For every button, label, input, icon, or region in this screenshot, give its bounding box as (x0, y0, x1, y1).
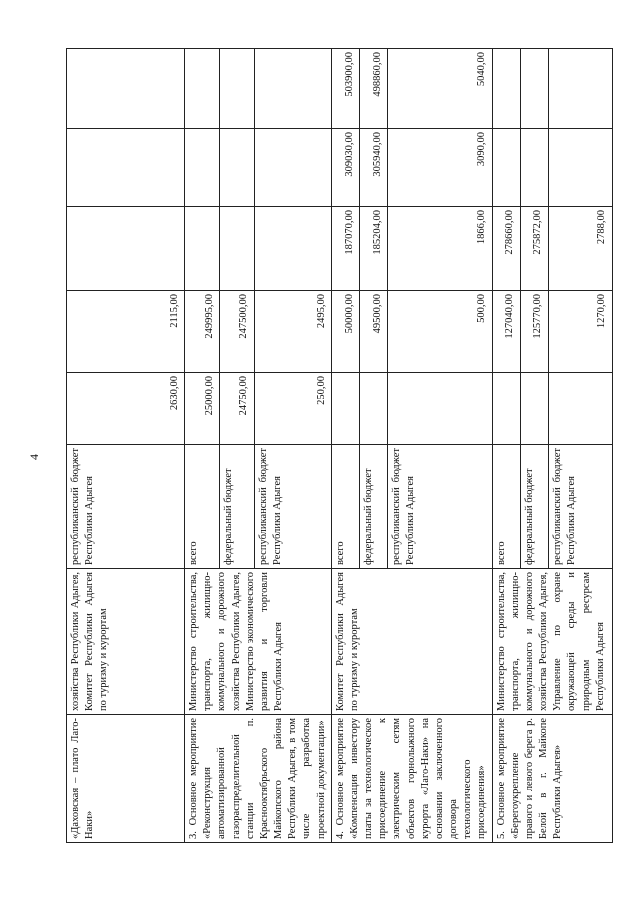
amount-cell: 309030,00 (331, 129, 359, 207)
amount-cell (492, 373, 520, 445)
amount-cell: 275872,00 (520, 207, 548, 291)
funding-source-cell: федеральный бюджет (359, 445, 387, 569)
amount-cell: 2115,00 (67, 291, 185, 373)
funding-source-cell: республиканский бюджет Республики Адыгея (254, 445, 331, 569)
amount-cell: 305940,00 (359, 129, 387, 207)
table-row (331, 49, 359, 843)
amount-cell: 3090,00 (388, 129, 493, 207)
rotated-table-container (66, 49, 608, 843)
amount-cell: 1270,00 (548, 291, 612, 373)
amount-cell (548, 373, 612, 445)
amount-cell (254, 129, 331, 207)
amount-cell (219, 49, 254, 129)
amount-cell: 247500,00 (219, 291, 254, 373)
amount-cell (548, 49, 612, 129)
amount-cell: 500,00 (388, 291, 493, 373)
amount-cell (254, 49, 331, 129)
amount-cell: 49500,00 (359, 291, 387, 373)
table-row (492, 49, 520, 843)
activity-cell: «Даховская – плато Лаго-Наки» (67, 715, 185, 843)
page-number: 4 (27, 454, 41, 460)
amount-cell (520, 49, 548, 129)
funding-source-cell: всего (492, 445, 520, 569)
executor-cell: Комитет Республики Адыгея по туризму и курортам (331, 569, 492, 715)
executor-cell: хозяйства Республики Адыгея, Комитет Республики Адыгея по туризму и курортам (67, 569, 185, 715)
amount-cell: 503900,00 (331, 49, 359, 129)
amount-cell (359, 373, 387, 445)
amount-cell: 498860,00 (359, 49, 387, 129)
amount-cell: 2788,00 (548, 207, 612, 291)
funding-source-cell: республиканский бюджет Республики Адыгея (548, 445, 612, 569)
amount-cell (548, 129, 612, 207)
amount-cell (67, 207, 185, 291)
amount-cell: 185204,00 (359, 207, 387, 291)
amount-cell (219, 207, 254, 291)
amount-cell: 249995,00 (185, 291, 220, 373)
amount-cell (185, 129, 220, 207)
amount-cell (254, 207, 331, 291)
amount-cell: 278660,00 (492, 207, 520, 291)
amount-cell (388, 373, 493, 445)
funding-source-cell: всего (331, 445, 359, 569)
amount-cell: 2630,00 (67, 373, 185, 445)
amount-cell (492, 129, 520, 207)
amount-cell: 125770,00 (520, 291, 548, 373)
amount-cell: 5040,00 (388, 49, 493, 129)
amount-cell (331, 373, 359, 445)
amount-cell: 24750,00 (219, 373, 254, 445)
activity-cell: 5. Основное мероприятие «Берегоукрепление правого и левого берега р. Белой в г. Майкопе Республики Адыгея» (492, 715, 612, 843)
funding-source-cell: республиканский бюджет Республики Адыгея (67, 445, 185, 569)
amount-cell (520, 129, 548, 207)
table-row (67, 49, 185, 843)
amount-cell: 250,00 (254, 373, 331, 445)
amount-cell: 127040,00 (492, 291, 520, 373)
amount-cell (67, 49, 185, 129)
amount-cell (219, 129, 254, 207)
activity-cell: 3. Основное мероприятие «Реконструкция автоматизированной газораспределительной станции п. Краснооктябрьского Майкопского района Республики Адыгея, в том числе разработка проектной документации» (185, 715, 332, 843)
amount-cell (185, 49, 220, 129)
activity-cell: 4. Основное мероприятие «Компенсация инвестору платы за технологическое присоединение к электрическим сетям объектов горнолыжного курорта «Лаго-Наки» на основании заключенного договора технологического присоединения» (331, 715, 492, 843)
executor-cell: Министерство строительства, транспорта, жилищно-коммунального и дорожного хозяйства Республики Адыгея, Министерство экономического развития и торговли Республики Адыгея (185, 569, 332, 715)
amount-cell (185, 207, 220, 291)
amount-cell (67, 129, 185, 207)
funding-source-cell: республиканский бюджет Республики Адыгея (388, 445, 493, 569)
funding-source-cell: федеральный бюджет (219, 445, 254, 569)
amount-cell: 1866,00 (388, 207, 493, 291)
amount-cell (520, 373, 548, 445)
funding-source-cell: всего (185, 445, 220, 569)
amount-cell: 187070,00 (331, 207, 359, 291)
funding-source-cell: федеральный бюджет (520, 445, 548, 569)
amount-cell: 50000,00 (331, 291, 359, 373)
amount-cell: 25000,00 (185, 373, 220, 445)
executor-cell: Министерство строительства, транспорта, жилищно-коммунального и дорожного хозяйства Республики Адыгея, Управление по охране окружающей среды и природным ресурсам Республики Адыгея (492, 569, 612, 715)
amount-cell (492, 49, 520, 129)
amount-cell: 2495,00 (254, 291, 331, 373)
table-row (185, 49, 220, 843)
program-activities-table (66, 48, 613, 843)
